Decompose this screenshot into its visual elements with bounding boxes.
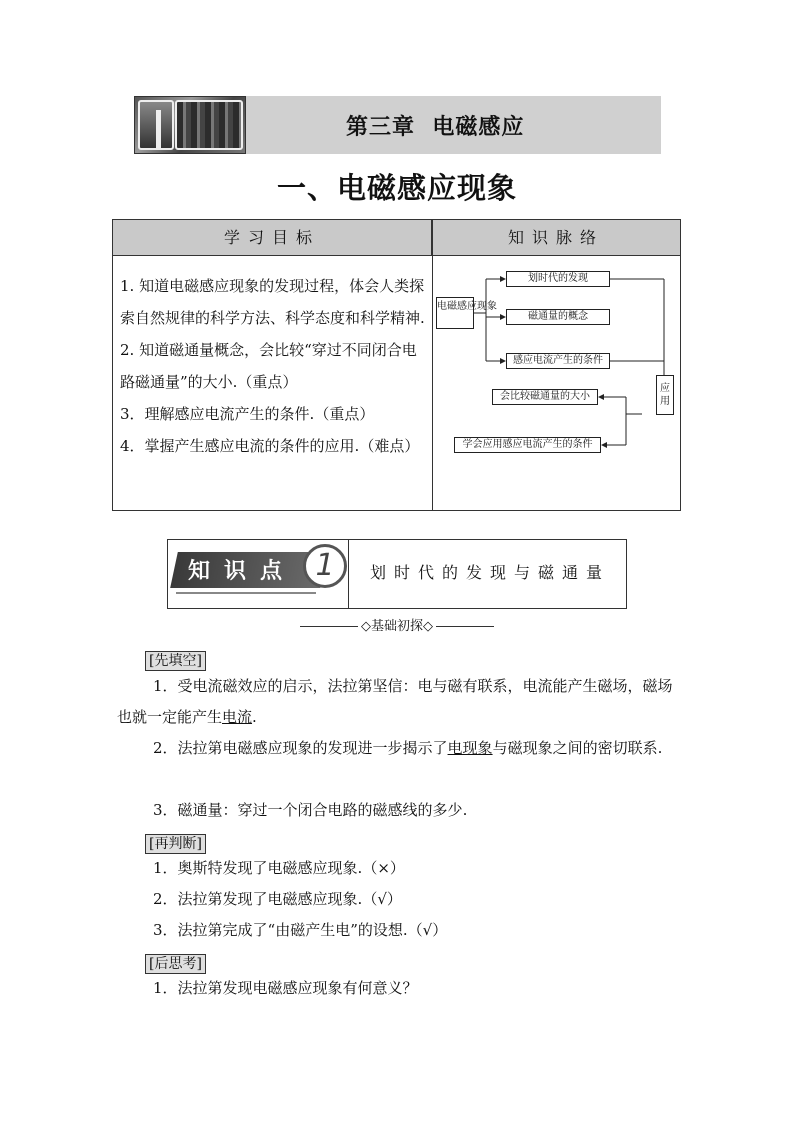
fill-blank: 电流: [222, 708, 253, 726]
knowledge-map: [434, 257, 680, 509]
map-apply-item: 学会应用感应电流产生的条件: [454, 437, 601, 453]
fill-blank: 磁感线的多少: [372, 801, 463, 819]
goal-list: [120, 270, 428, 462]
goal-item: 1. 知道电磁感应现象的发现过程，体会人类探索自然规律的科学方法、科学态度和科学精神.: [120, 277, 425, 327]
goal-item: 4．掌握产生感应电流的条件的应用.（难点）: [120, 437, 420, 455]
knowledge-point-number: 1: [303, 544, 347, 588]
map-connectors: [434, 257, 680, 509]
fill-paragraph-1: 1．受电流磁效应的启示，法拉第坚信：电与磁有联系，电流能产生磁场，磁场也就一定能产生电流.: [117, 677, 673, 726]
lesson-title: 一、电磁感应现象: [276, 171, 517, 205]
map-root: 电磁感应现象: [436, 297, 474, 329]
knowledge-point-label: 知识点: [188, 558, 297, 584]
knowledge-point-title: 划时代的发现与磁通量: [370, 563, 611, 582]
chapter-title: [346, 110, 524, 141]
map-branch: 磁通量的概念: [506, 309, 610, 325]
chapter-subject: 电磁感应: [432, 114, 525, 140]
fill-paragraph-3: 3．磁通量：穿过一个闭合电路的磁感线的多少.: [153, 801, 468, 819]
chapter-number: 第三章: [346, 114, 416, 140]
goal-item: 3．理解感应电流产生的条件.（重点）: [120, 405, 375, 423]
chapter-banner: [134, 96, 661, 154]
fill-paragraph-2: 2．法拉第电磁感应现象的发现进一步揭示了电现象与磁现象之间的密切联系.: [153, 739, 663, 757]
judge-item: 3．法拉第完成了“由磁产生电”的设想.（√）: [153, 921, 448, 939]
banner-photo: [134, 96, 246, 154]
section-tag-fill: [先填空]: [145, 651, 206, 671]
map-branch: 感应电流产生的条件: [506, 353, 610, 369]
sub-heading: [0, 615, 794, 634]
map-apply: 应用: [656, 375, 674, 415]
map-apply-item: 会比较磁通量的大小: [492, 389, 598, 405]
think-item: 1．法拉第发现电磁感应现象有何意义？: [153, 979, 418, 997]
map-header: 知识脉络: [432, 220, 680, 256]
judge-item: 2．法拉第发现了电磁感应现象.（√）: [153, 890, 402, 908]
section-tag-think: [后思考]: [145, 954, 206, 974]
knowledge-point-badge: [168, 540, 349, 608]
section-tag-judge: [再判断]: [145, 834, 206, 854]
goal-item: 2. 知道磁通量概念，会比较“穿过不同闭合电路磁通量”的大小.（重点）: [120, 341, 417, 391]
knowledge-point-box: [167, 539, 627, 609]
fill-blank: 电现象: [447, 739, 493, 757]
goals-table: [112, 219, 681, 511]
goals-header: 学习目标: [113, 220, 432, 256]
sub-heading-text: ◇基础初探◇: [361, 619, 433, 634]
city-photo-frame: [175, 100, 243, 150]
map-branch: 划时代的发现: [506, 271, 610, 287]
judge-item: 1．奥斯特发现了电磁感应现象.（×）: [153, 859, 405, 877]
rocket-photo-frame: [138, 100, 174, 150]
